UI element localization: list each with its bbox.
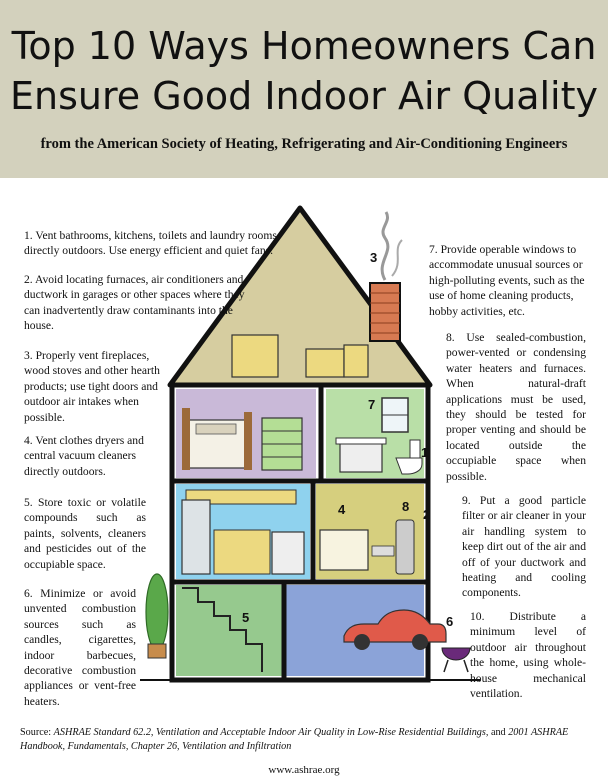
source-citation xyxy=(20,726,590,753)
marker-7: 7 xyxy=(368,397,376,412)
marker-3: 3 xyxy=(370,250,378,265)
tip-10: 10. Distribute a minimum level of outdoor air throughout the home, using whole-house mechanical ventilation. xyxy=(470,610,586,701)
marker-1: 1 xyxy=(421,445,429,460)
marker-4: 4 xyxy=(338,502,346,517)
tip-7: 7. Provide operable windows to accommodate unusual sources or high-polluting events, such as the use of home cleaning products, hobby activities, etc. xyxy=(429,243,585,318)
grill-icon xyxy=(442,648,470,672)
stove-icon xyxy=(272,532,304,574)
washer-icon xyxy=(320,530,368,570)
tip-5: 5. Store toxic or volatile compounds such as paints, solvents, cleaners and pesticides out of the occupiable space. xyxy=(24,496,146,571)
tree-icon xyxy=(146,574,168,658)
tip-2: 2. Avoid locating furnaces, air conditioners and ductwork in garages or other spaces where they can inadvertently draw contaminants into the house. xyxy=(24,273,245,333)
chimney-icon xyxy=(370,283,400,341)
sink-icon xyxy=(336,438,386,472)
marker-8: 8 xyxy=(402,499,410,514)
page-title-line-1: Top 10 Ways Homeowners Can xyxy=(11,24,597,68)
tip-3: 3. Properly vent fireplaces, wood stoves and other hearth products; use tight doors and outdoor air intakes when possible. xyxy=(24,349,160,424)
dresser-icon xyxy=(262,418,302,470)
marker-5: 5 xyxy=(242,610,250,625)
lower-cabinets xyxy=(214,530,270,574)
attic-box xyxy=(306,349,344,377)
tip-4: 4. Vent clothes dryers and central vacuum cleaners directly outdoors. xyxy=(24,434,144,478)
page-title-line-2: Ensure Good Indoor Air Quality xyxy=(9,74,599,118)
attic-box xyxy=(344,345,368,377)
smoke-icon xyxy=(382,212,388,280)
source-ref-1: ASHRAE Standard 62.2, Ventilation and Acceptable Indoor Air Quality in Low-Rise Residential Buildings, xyxy=(53,727,489,738)
website-url[interactable]: www.ashrae.org xyxy=(268,764,340,776)
marker-6: 6 xyxy=(446,614,454,629)
source-prefix: Source: xyxy=(20,727,54,738)
page-subtitle: from the American Society of Heating, Refrigerating and Air-Conditioning Engineers xyxy=(40,136,568,152)
tip-6: 6. Minimize or avoid unvented combustion sources such as candles, cigarettes, indoor barbecues, decorative combustion appliances or vent-free heaters. xyxy=(24,587,136,708)
refrigerator-icon xyxy=(182,500,210,574)
source-connector: and xyxy=(488,727,509,738)
source-ref-2: 2001 ASHRAE Handbook, Fundamentals, Chapter 26, Ventilation and Infiltration xyxy=(20,727,569,752)
tip-9: 9. Put a good particle filter or air cleaner in your air handling system to keep dirt out of the air and off of your ductwork and heating and cooling components. xyxy=(462,494,586,600)
tip-1: 1. Vent bathrooms, kitchens, toilets and laundry rooms directly outdoors. Use energy efficient and quiet fans. xyxy=(24,229,277,258)
attic-box xyxy=(232,335,278,377)
water-heater-icon xyxy=(396,520,414,574)
marker-2: 2 xyxy=(423,507,431,522)
tip-8: 8. Use sealed-combustion, power-vented or condensing water heaters and furnaces. When natural-draft applications must be used, they should be tested for proper venting and should be located outside the occupiable space when possible. xyxy=(446,331,586,483)
window-icon xyxy=(382,398,408,432)
